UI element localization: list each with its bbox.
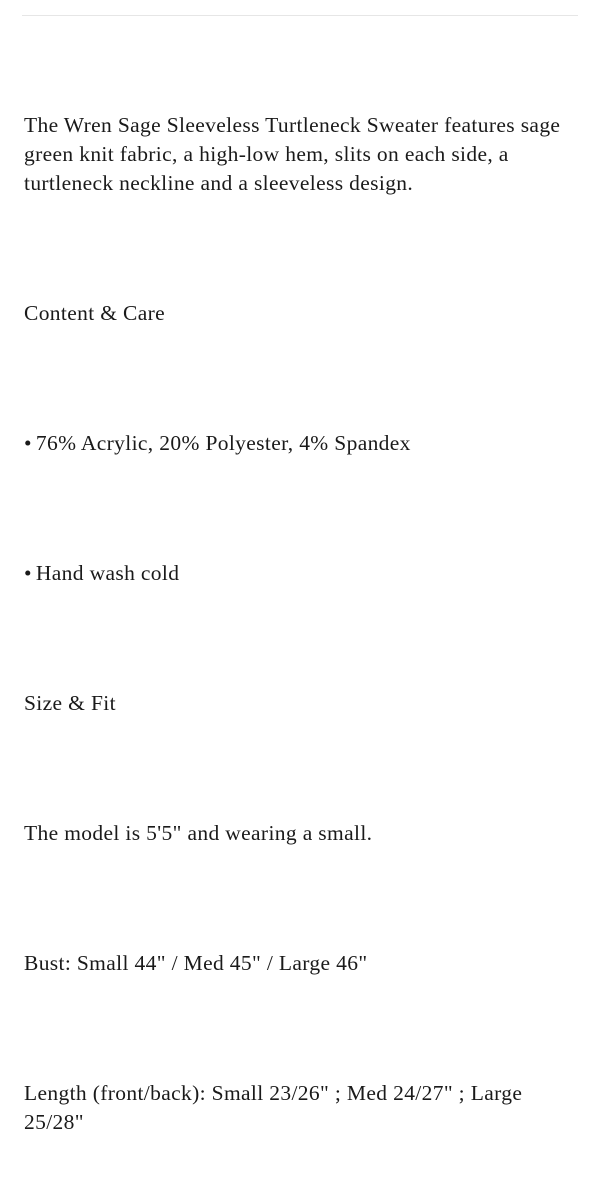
wash-instructions: Hand wash cold — [35, 561, 180, 585]
product-description: The Wren Sage Sleeveless Turtleneck Sweater features sage green knit fabric, a high-low hem, slits on each side, a turtleneck neckline and a sleeveless design. — [24, 113, 567, 195]
care-bullet-item — [24, 559, 584, 588]
length-measurements: Length (front/back): Small 23/26" ; Med 24/27" ; Large 25/28" — [24, 1081, 528, 1134]
size-fit-heading: Size & Fit — [24, 691, 116, 715]
bullet-mark: • — [24, 561, 32, 585]
top-divider — [22, 15, 578, 16]
product-details — [24, 53, 584, 1180]
bust-measurements: Bust: Small 44" / Med 45" / Large 46" — [24, 951, 368, 975]
bullet-mark: • — [24, 431, 32, 455]
content-care-heading: Content & Care — [24, 301, 166, 325]
care-bullet-item — [24, 429, 584, 458]
model-size-note: The model is 5'5" and wearing a small. — [24, 821, 373, 845]
fabric-content: 76% Acrylic, 20% Polyester, 4% Spandex — [35, 431, 411, 455]
